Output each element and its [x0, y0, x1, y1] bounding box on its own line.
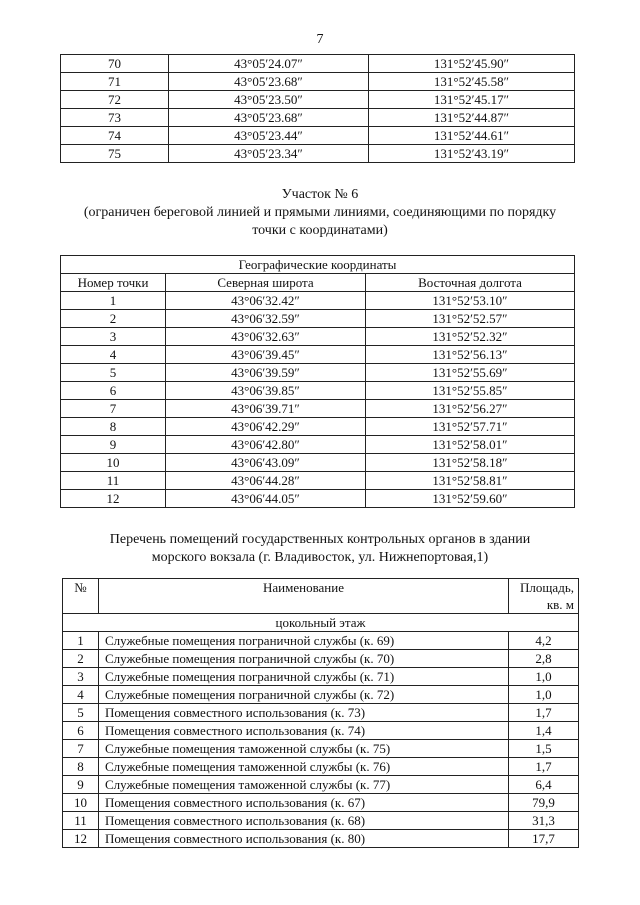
section-6-subtitle-line2: точки с координатами)	[252, 223, 388, 238]
point-number: 10	[61, 454, 166, 472]
latitude: 43°06′44.28″	[166, 472, 366, 490]
table-row	[61, 418, 575, 436]
table-row	[63, 776, 579, 794]
col-header-area-line1: Площадь,	[520, 580, 574, 595]
point-number: 74	[61, 127, 169, 145]
longitude: 131°52′55.69″	[366, 364, 575, 382]
row-number: 1	[63, 632, 99, 650]
longitude: 131°52′57.71″	[366, 418, 575, 436]
row-number: 7	[63, 740, 99, 758]
col-header-longitude: Восточная долгота	[366, 274, 575, 292]
col-header-area-line2: кв. м	[546, 597, 574, 612]
latitude: 43°06′32.42″	[166, 292, 366, 310]
longitude: 131°52′45.90″	[369, 55, 575, 73]
premises-area: 2,8	[509, 650, 579, 668]
table-row	[63, 686, 579, 704]
premises-area: 31,3	[509, 812, 579, 830]
latitude: 43°05′23.34″	[169, 145, 369, 163]
longitude: 131°52′53.10″	[366, 292, 575, 310]
premises-area: 79,9	[509, 794, 579, 812]
table-row	[61, 73, 575, 91]
col-header-number: №	[63, 579, 99, 614]
premises-area: 1,0	[509, 668, 579, 686]
longitude: 131°52′56.13″	[366, 346, 575, 364]
longitude: 131°52′44.87″	[369, 109, 575, 127]
table-row	[61, 454, 575, 472]
table-row	[63, 758, 579, 776]
point-number: 71	[61, 73, 169, 91]
section-6-subtitle-line1: (ограничен береговой линией и прямыми линиями, соединяющими по порядку	[83, 205, 557, 220]
longitude: 131°52′55.85″	[366, 382, 575, 400]
row-number: 9	[63, 776, 99, 794]
latitude: 43°06′39.45″	[166, 346, 366, 364]
premises-name: Служебные помещения таможенной службы (к. 77)	[99, 776, 509, 794]
latitude: 43°06′43.09″	[166, 454, 366, 472]
table-row	[63, 722, 579, 740]
point-number: 4	[61, 346, 166, 364]
longitude: 131°52′43.19″	[369, 145, 575, 163]
section-6-title: Участок № 6	[281, 187, 359, 202]
table-row	[61, 364, 575, 382]
premises-name: Помещения совместного использования (к. 80)	[99, 830, 509, 848]
col-header-name: Наименование	[99, 579, 509, 614]
point-number: 9	[61, 436, 166, 454]
point-number: 8	[61, 418, 166, 436]
table-row	[61, 436, 575, 454]
premises-name: Служебные помещения пограничной службы (к. 70)	[99, 650, 509, 668]
premises-heading-line2: морского вокзала (г. Владивосток, ул. Нижнепортовая,1)	[151, 550, 489, 565]
row-number: 6	[63, 722, 99, 740]
group-header: Географические координаты	[61, 256, 575, 274]
table-row	[61, 382, 575, 400]
row-number: 12	[63, 830, 99, 848]
row-number: 2	[63, 650, 99, 668]
point-number: 7	[61, 400, 166, 418]
point-number: 5	[61, 364, 166, 382]
premises-area: 6,4	[509, 776, 579, 794]
premises-area: 1,5	[509, 740, 579, 758]
point-number: 70	[61, 55, 169, 73]
table-row	[63, 650, 579, 668]
point-number: 12	[61, 490, 166, 508]
longitude: 131°52′58.01″	[366, 436, 575, 454]
premises-name: Помещения совместного использования (к. 73)	[99, 704, 509, 722]
table-row	[61, 145, 575, 163]
longitude: 131°52′45.17″	[369, 91, 575, 109]
table-row	[61, 55, 575, 73]
table-row	[61, 490, 575, 508]
premises-name: Помещения совместного использования (к. 74)	[99, 722, 509, 740]
longitude: 131°52′58.81″	[366, 472, 575, 490]
latitude: 43°06′42.80″	[166, 436, 366, 454]
longitude: 131°52′59.60″	[366, 490, 575, 508]
point-number: 3	[61, 328, 166, 346]
point-number: 73	[61, 109, 169, 127]
point-number: 2	[61, 310, 166, 328]
table-row	[61, 328, 575, 346]
floor-label: цокольный этаж	[63, 614, 579, 632]
point-number: 75	[61, 145, 169, 163]
premises-area: 1,7	[509, 704, 579, 722]
page-number: 7	[316, 32, 324, 47]
point-number: 72	[61, 91, 169, 109]
point-number: 11	[61, 472, 166, 490]
premises-area: 17,7	[509, 830, 579, 848]
longitude: 131°52′52.32″	[366, 328, 575, 346]
table-row	[63, 812, 579, 830]
longitude: 131°52′58.18″	[366, 454, 575, 472]
latitude: 43°06′39.59″	[166, 364, 366, 382]
premises-area: 1,0	[509, 686, 579, 704]
premises-name: Служебные помещения пограничной службы (к. 69)	[99, 632, 509, 650]
latitude: 43°06′32.63″	[166, 328, 366, 346]
premises-name: Помещения совместного использования (к. 67)	[99, 794, 509, 812]
latitude: 43°05′23.50″	[169, 91, 369, 109]
row-number: 10	[63, 794, 99, 812]
section-6-heading	[40, 186, 600, 240]
premises-name: Помещения совместного использования (к. 68)	[99, 812, 509, 830]
table-row	[61, 91, 575, 109]
longitude: 131°52′44.61″	[369, 127, 575, 145]
table-row	[61, 292, 575, 310]
point-number: 1	[61, 292, 166, 310]
table-row	[63, 632, 579, 650]
table-row	[63, 830, 579, 848]
premises-list-heading	[40, 531, 600, 567]
table-row	[63, 704, 579, 722]
latitude: 43°06′39.85″	[166, 382, 366, 400]
table-row	[61, 346, 575, 364]
table-row	[61, 109, 575, 127]
longitude: 131°52′56.27″	[366, 400, 575, 418]
section-6-coordinates-table	[60, 255, 575, 508]
latitude: 43°05′23.44″	[169, 127, 369, 145]
premises-name: Служебные помещения таможенной службы (к. 75)	[99, 740, 509, 758]
latitude: 43°06′32.59″	[166, 310, 366, 328]
table-row	[61, 400, 575, 418]
latitude: 43°05′24.07″	[169, 55, 369, 73]
latitude: 43°06′44.05″	[166, 490, 366, 508]
table-row	[63, 794, 579, 812]
latitude: 43°05′23.68″	[169, 109, 369, 127]
row-number: 5	[63, 704, 99, 722]
longitude: 131°52′45.58″	[369, 73, 575, 91]
col-header-area	[509, 579, 579, 614]
table-row	[63, 668, 579, 686]
row-number: 3	[63, 668, 99, 686]
premises-name: Служебные помещения пограничной службы (к. 71)	[99, 668, 509, 686]
latitude: 43°05′23.68″	[169, 73, 369, 91]
coordinates-table-continued	[60, 54, 575, 163]
point-number: 6	[61, 382, 166, 400]
row-number: 11	[63, 812, 99, 830]
latitude: 43°06′39.71″	[166, 400, 366, 418]
table-row	[63, 740, 579, 758]
longitude: 131°52′52.57″	[366, 310, 575, 328]
premises-area: 4,2	[509, 632, 579, 650]
table-row	[61, 472, 575, 490]
premises-table	[62, 578, 579, 848]
premises-name: Служебные помещения пограничной службы (к. 72)	[99, 686, 509, 704]
premises-name: Служебные помещения таможенной службы (к. 76)	[99, 758, 509, 776]
premises-area: 1,4	[509, 722, 579, 740]
row-number: 8	[63, 758, 99, 776]
row-number: 4	[63, 686, 99, 704]
table-row	[61, 127, 575, 145]
premises-area: 1,7	[509, 758, 579, 776]
col-header-latitude: Северная широта	[166, 274, 366, 292]
table-row	[61, 310, 575, 328]
col-header-point: Номер точки	[61, 274, 166, 292]
premises-heading-line1: Перечень помещений государственных контрольных органов в здании	[109, 532, 531, 547]
latitude: 43°06′42.29″	[166, 418, 366, 436]
